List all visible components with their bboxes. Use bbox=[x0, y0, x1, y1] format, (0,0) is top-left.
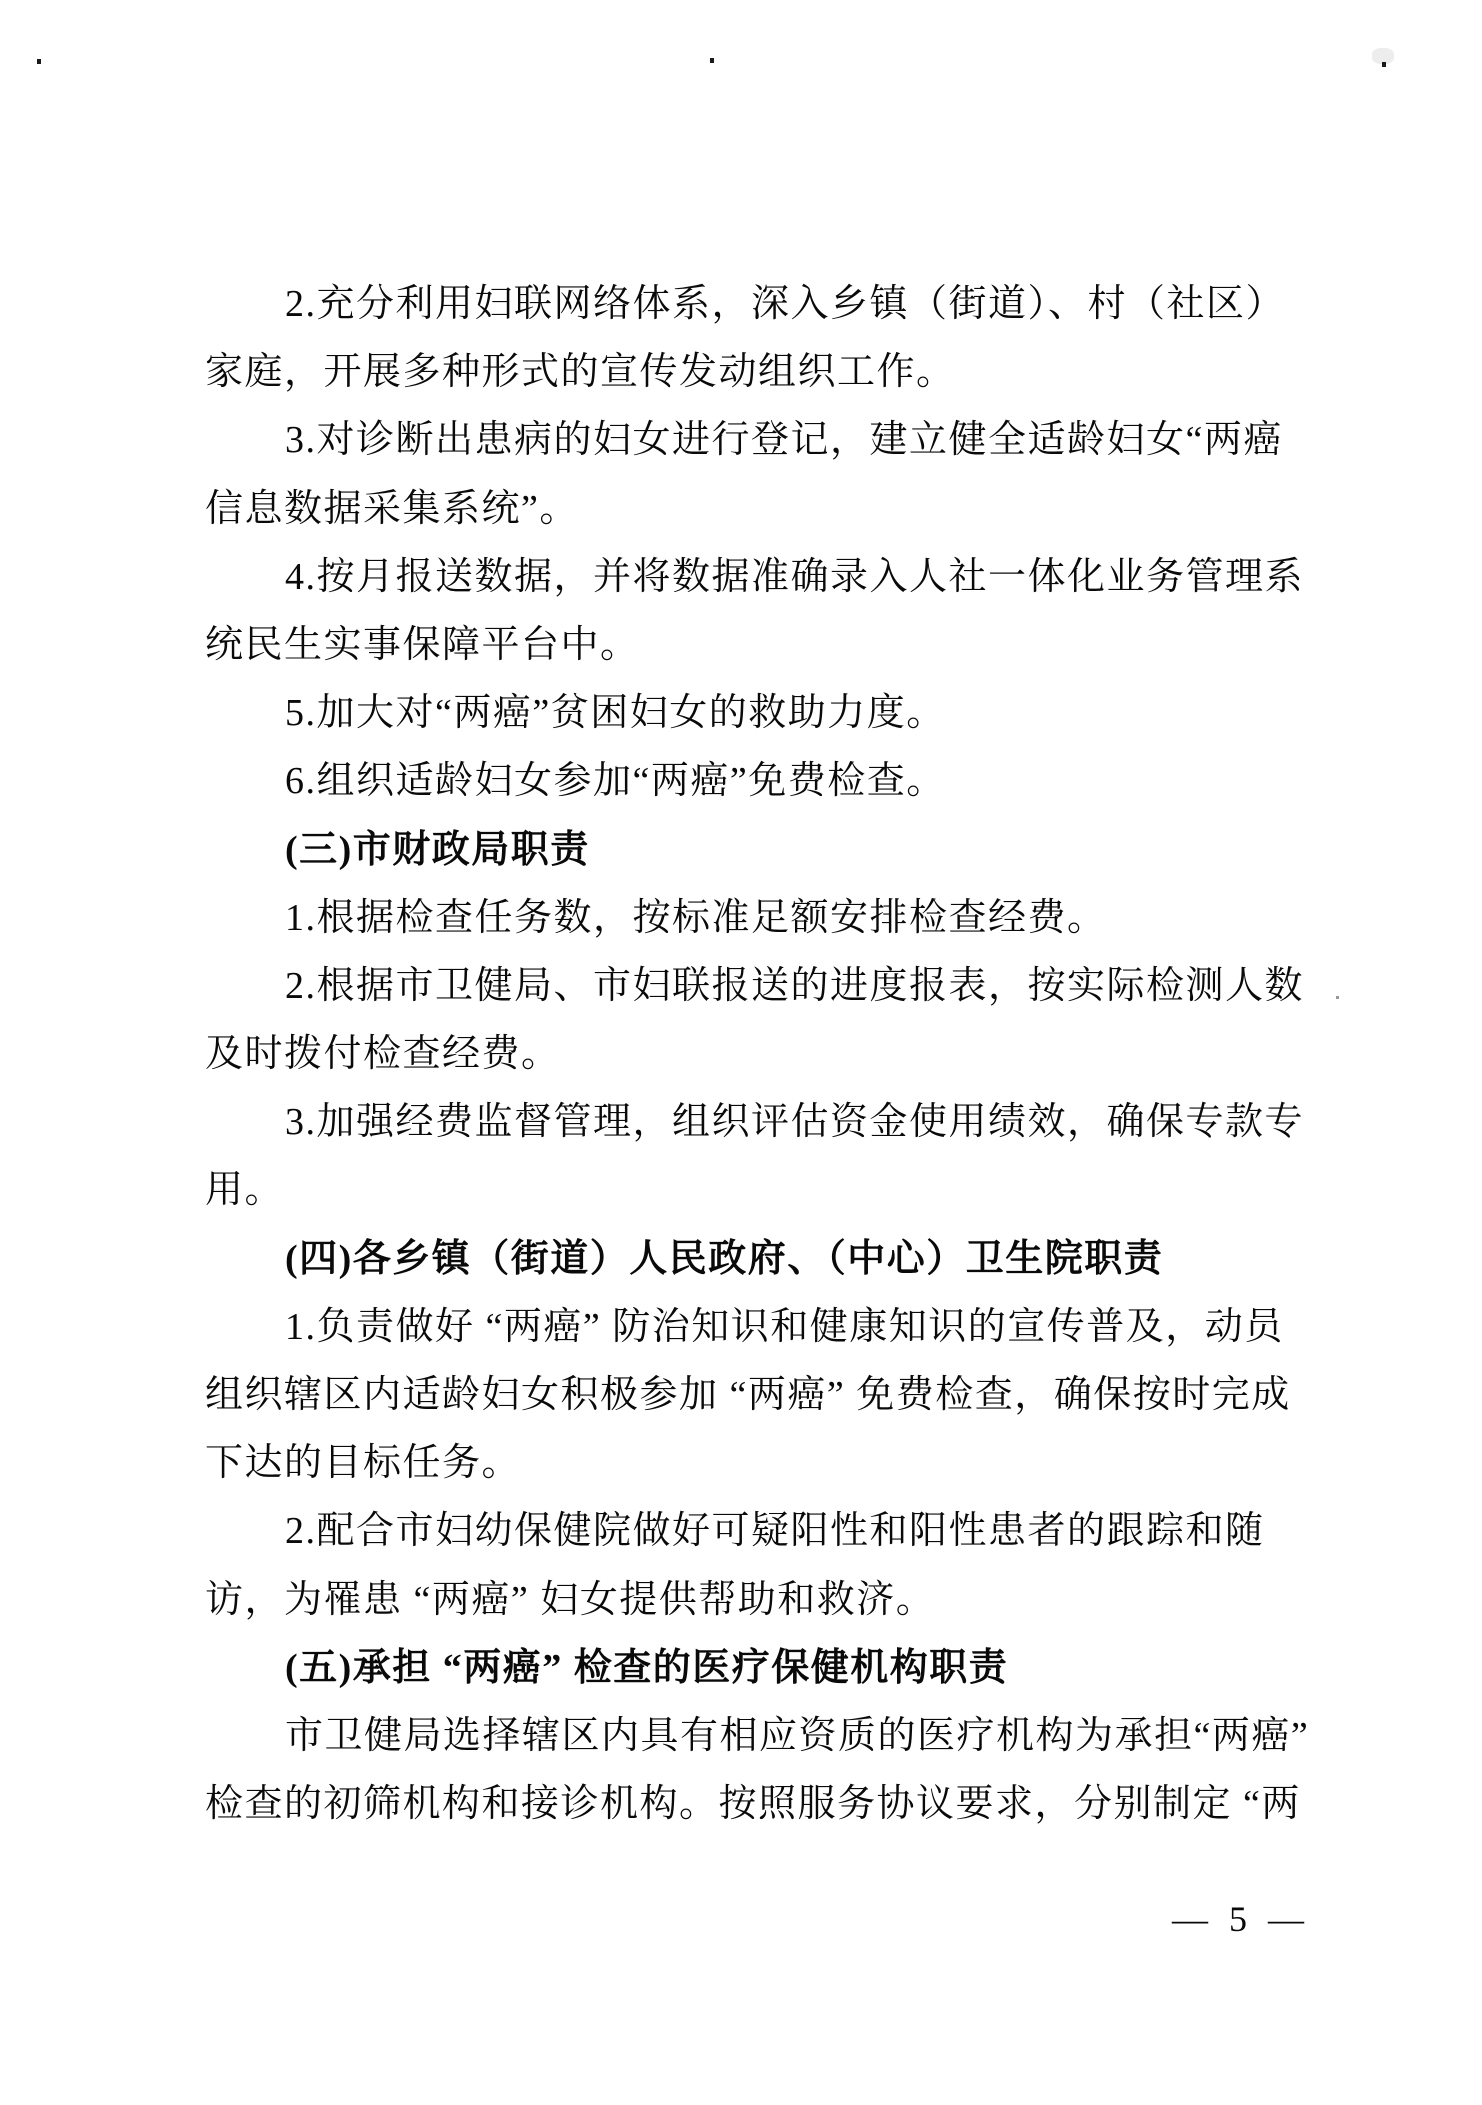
scan-speck bbox=[1336, 996, 1339, 999]
text-line-12: 及时拨付检查经费。 bbox=[205, 1033, 561, 1076]
scan-speck bbox=[1382, 62, 1386, 67]
text-line-6: 统民生实事保障平台中。 bbox=[205, 623, 640, 666]
text-line-19: 2.配合市妇幼保健院做好可疑阳性和阳性患者的跟踪和随 bbox=[285, 1510, 1265, 1553]
text-line-5: 4.按月报送数据，并将数据准确录入人社一体化业务管理系 bbox=[285, 555, 1305, 598]
text-line-4: 信息数据采集系统”。 bbox=[205, 487, 579, 530]
document-body bbox=[205, 270, 1311, 1838]
page-number: — 5 — bbox=[1172, 1899, 1310, 1939]
text-line-18: 下达的目标任务。 bbox=[205, 1442, 522, 1485]
text-line-13: 3.加强经费监督管理，组织评估资金使用绩效，确保专款专 bbox=[285, 1101, 1305, 1144]
text-line-2: 家庭，开展多种形式的宣传发动组织工作。 bbox=[205, 351, 956, 394]
text-line-9: (三)市财政局职责 bbox=[285, 828, 590, 871]
scan-speck bbox=[37, 59, 41, 64]
text-line-17: 组织辖区内适龄妇女积极参加 “两癌” 免费检查，确保按时完成 bbox=[205, 1374, 1291, 1416]
text-line-8: 6.组织适龄妇女参加“两癌”免费检查。 bbox=[285, 760, 946, 803]
text-line-10: 1.根据检查任务数，按标准足额安排检查经费。 bbox=[285, 896, 1107, 939]
text-line-21: (五)承担 “两癌” 检查的医疗保健机构职责 bbox=[285, 1646, 1009, 1689]
text-line-11: 2.根据市卫健局、市妇联报送的进度报表，按实际检测人数 bbox=[285, 964, 1305, 1007]
text-line-3: 3.对诊断出患病的妇女进行登记，建立健全适龄妇女“两癌 bbox=[285, 419, 1283, 462]
scan-speck bbox=[710, 58, 714, 63]
text-line-15: (四)各乡镇（街道）人民政府、（中心）卫生院职责 bbox=[285, 1237, 1164, 1280]
text-line-16: 1.负责做好 “两癌” 防治知识和健康知识的宣传普及，动员 bbox=[285, 1305, 1284, 1348]
text-line-7: 5.加大对“两癌”贫困妇女的救助力度。 bbox=[285, 692, 946, 735]
text-line-1: 2.充分利用妇联网络体系，深入乡镇（街道）、村（社区） bbox=[285, 283, 1286, 325]
text-line-20: 访，为罹患 “两癌” 妇女提供帮助和救济。 bbox=[205, 1578, 936, 1621]
text-line-14: 用。 bbox=[205, 1169, 285, 1212]
text-line-22: 市卫健局选择辖区内具有相应资质的医疗机构为承担“两癌” bbox=[285, 1714, 1310, 1757]
text-line-23: 检查的初筛机构和接诊机构。按照服务协议要求，分别制定 “两 bbox=[205, 1783, 1301, 1826]
